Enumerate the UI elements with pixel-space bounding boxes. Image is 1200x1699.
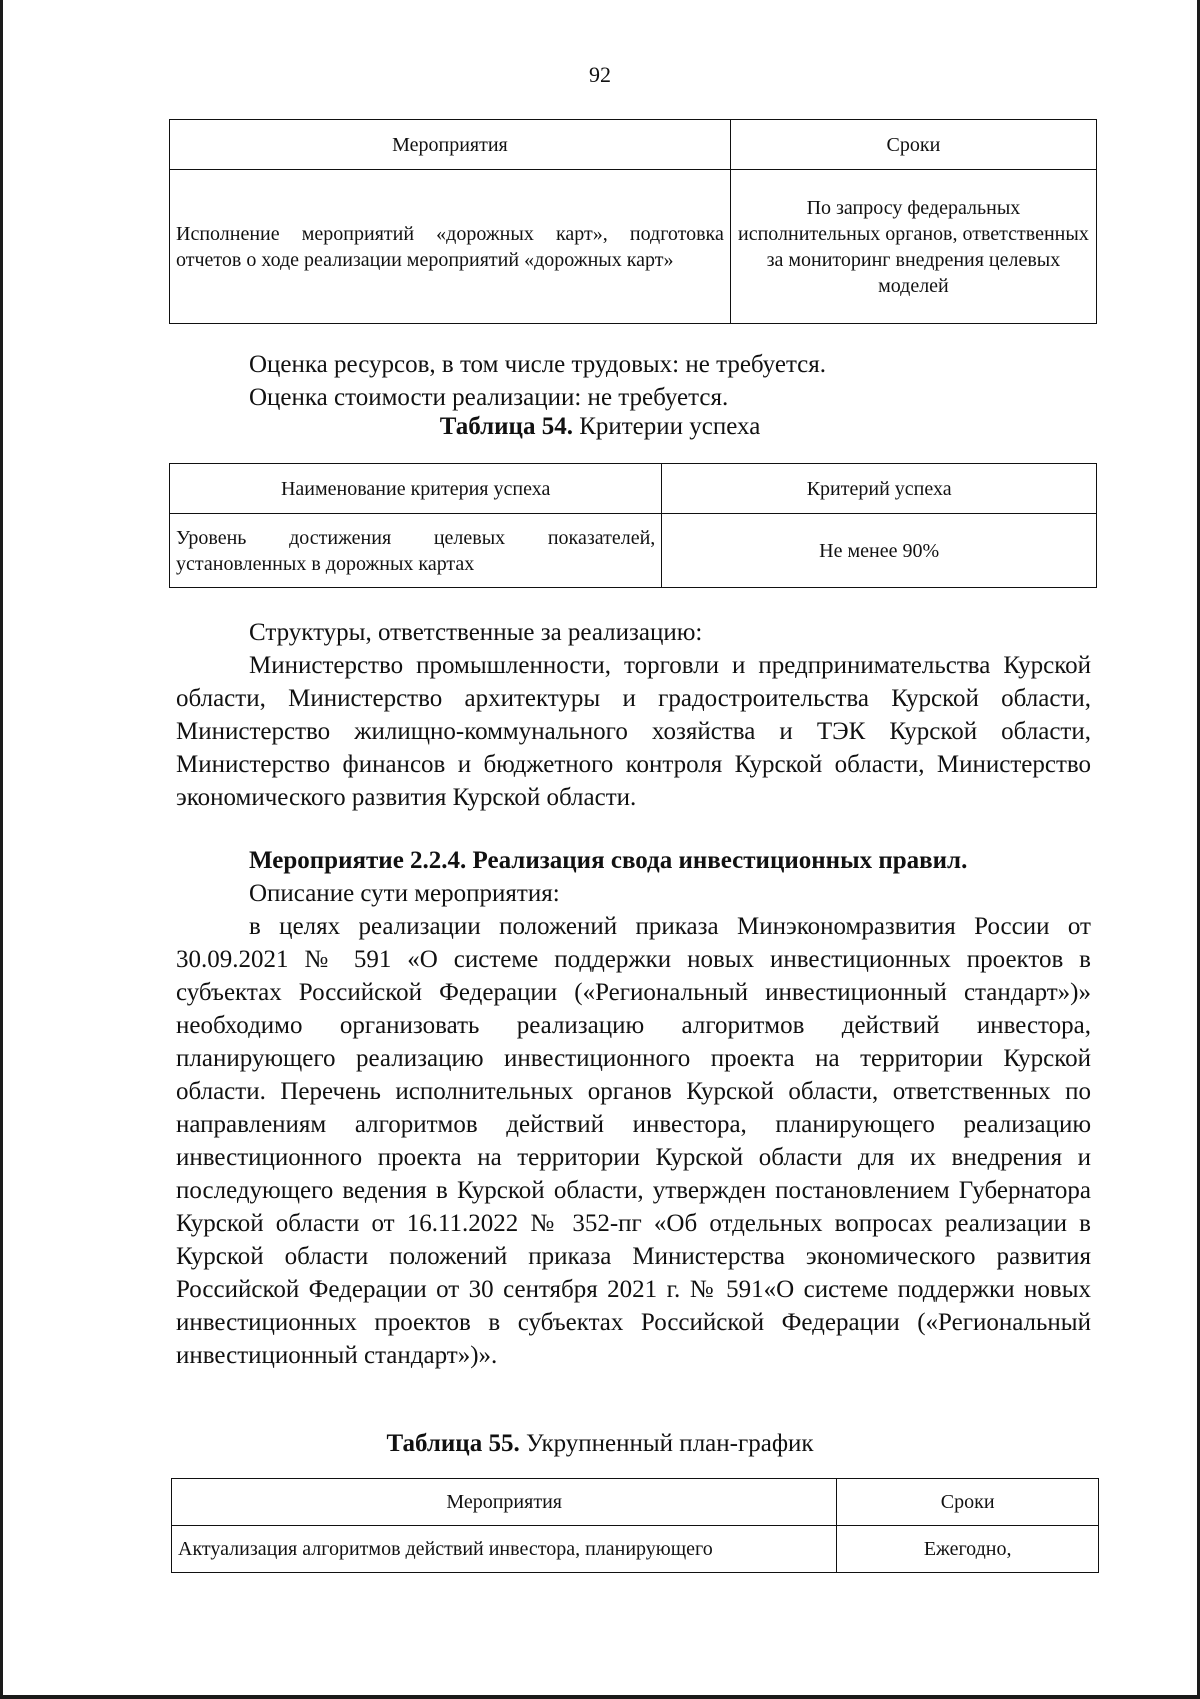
events-table-continued <box>169 119 1097 324</box>
event-heading-text: Мероприятие 2.2.4. Реализация свода инвестиционных правил. <box>249 847 968 874</box>
success-criteria-table <box>169 463 1097 588</box>
description-text: в целях реализации положений приказа Минэкономразвития России от 30.09.2021 № 591 «О системе поддержки новых инвестиционных проектов в субъектах Российской Федерации («Региональный инвестиционный стандарт»)» необходимо организовать реализацию алгоритмов действий инвестора, планирующего реализацию инвестиционного проекта на территории Курской области. Перечень исполнительных органов Курской области, ответственных по направлениям алгоритмов действий инвестора, планирующего реализацию инвестиционного проекта на территории Курской области для их внедрения и последующего ведения в Курской области, утвержден постановлением Губернатора Курской области от 16.11.2022 № 352-пг «Об отдельных вопросах реализации в Курской области положений приказа Министерства экономического развития Российской Федерации от 30 сентября 2021 г. № 591«О системе поддержки новых инвестиционных проектов в субъектах Российской Федерации («Региональный инвестиционный стандарт»)». <box>176 913 1091 1369</box>
caption-title: Критерии успеха <box>572 413 761 440</box>
table-header-cell: Мероприятия <box>172 1479 837 1526</box>
schedule-table <box>171 1478 1099 1573</box>
table-cell: Актуализация алгоритмов действий инвестора, планирующего <box>172 1526 837 1573</box>
scan-edge-bottom <box>0 1695 1200 1699</box>
structures-heading: Структуры, ответственные за реализацию: <box>249 619 703 646</box>
table-header-cell: Сроки <box>730 120 1096 170</box>
table-header-row <box>170 120 1097 170</box>
table-header-cell: Наименование критерия успеха <box>170 464 662 514</box>
table-header-row <box>170 464 1097 514</box>
table-row <box>170 170 1097 324</box>
structures-text: Министерство промышленности, торговли и предпринимательства Курской области, Министерство архитектуры и градостроительства Курской области, Министерство жилищно-коммунального хозяйства и ТЭК Курской области, Министерство финансов и бюджетного контроля Курской области, Министерство экономического развития Курской области. <box>176 652 1091 811</box>
event-heading <box>249 844 1109 877</box>
table-header-cell: Мероприятия <box>170 120 731 170</box>
table-55-caption <box>0 1427 1200 1460</box>
page-number: 92 <box>589 62 611 87</box>
table-row <box>170 514 1097 588</box>
resources-line: Оценка ресурсов, в том числе трудовых: не требуется. <box>249 351 827 378</box>
caption-label: Таблица 54. <box>439 413 573 440</box>
table-54-caption <box>0 410 1200 443</box>
table-header-cell: Сроки <box>837 1479 1099 1526</box>
table-header-cell: Критерий успеха <box>662 464 1097 514</box>
table-cell: Исполнение мероприятий «дорожных карт», подготовка отчетов о ходе реализации мероприятий «дорожных карт» <box>170 170 731 324</box>
table-cell: Не менее 90% <box>662 514 1097 588</box>
table-cell: По запросу федеральных исполнительных органов, ответственных за мониторинг внедрения целевых моделей <box>730 170 1096 324</box>
description-heading: Описание сути мероприятия: <box>249 880 560 907</box>
structures-paragraph <box>176 649 1091 814</box>
caption-label: Таблица 55. <box>386 1430 520 1457</box>
description-paragraph <box>176 910 1091 1372</box>
table-cell: Ежегодно, <box>837 1526 1099 1573</box>
table-header-row <box>172 1479 1099 1526</box>
cost-line: Оценка стоимости реализации: не требуется. <box>249 384 729 411</box>
table-row <box>172 1526 1099 1573</box>
caption-title: Укрупненный план-график <box>519 1430 814 1457</box>
table-cell: Уровень достижения целевых показателей, установленных в дорожных картах <box>170 514 662 588</box>
